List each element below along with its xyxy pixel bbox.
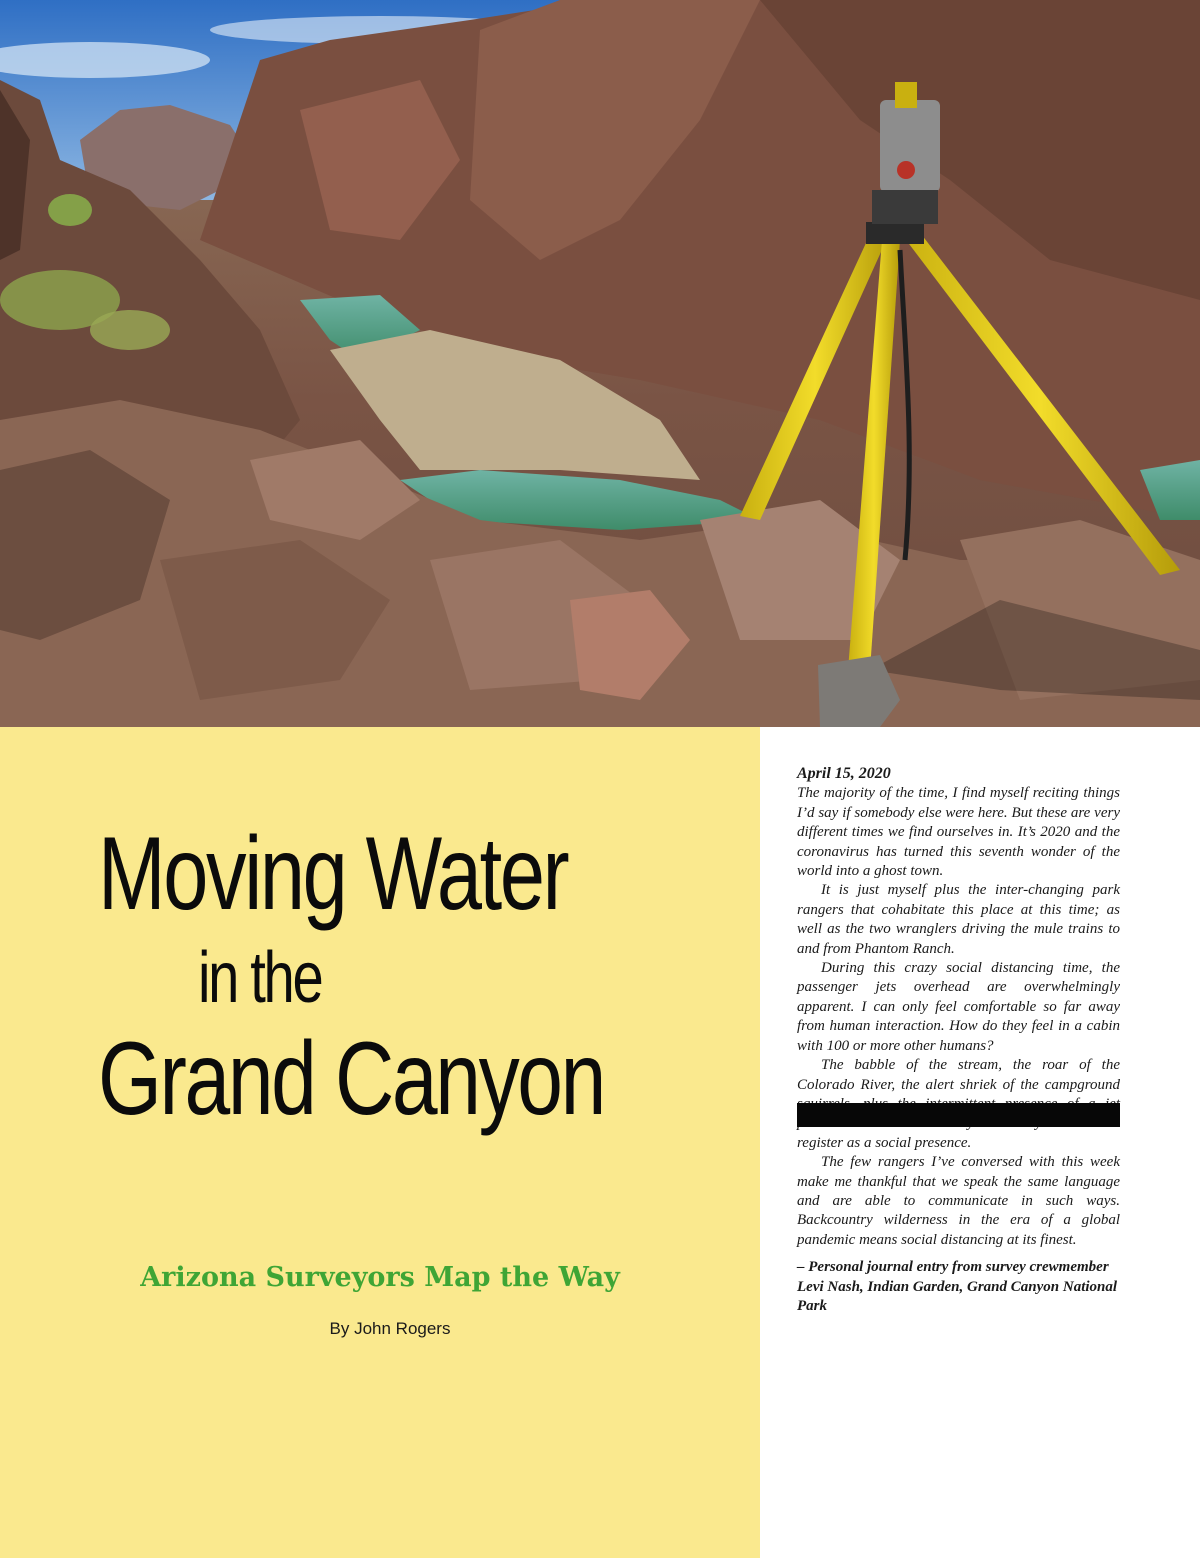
headline-line-3: Grand Canyon [98,1021,604,1137]
survey-instrument [880,100,940,192]
journal-date: April 15, 2020 [797,765,891,782]
journal-paragraph: During this crazy social distancing time, the passenger jets overhead are overwhelmingly apparent. I can only feel comfortable so far away from human interaction. How do they feel in a cabin with 100 or more other humans? [797,960,1120,1054]
subtitle: Arizona Surveyors Map the Way [140,1262,620,1293]
journal-paragraph: It is just myself plus the inter-changing park rangers that cohabitate this place at this time; as well as the two wranglers driving the mule trains to and from Phantom Ranch. [797,882,1120,957]
tripod-head [866,222,924,244]
canyon-photo-illustration [0,0,1200,727]
black-divider-bar [797,1103,1120,1127]
journal-paragraph: The babble of the stream, the roar of the Colorado River, the alert shriek of the campground register as a social presence. [797,1057,1120,1151]
journal-paragraph: The majority of the time, I find myself reciting things I’d say if somebody else were here. But these are very different times we find ourselves in. It’s 2020 and the coronavirus has turned this seventh wonder of the world into a ghost town. [797,785,1120,880]
headline-line-2: in the [198,938,322,1018]
journal-paragraph: The few rangers I’ve conversed with this week make me thankful that we speak the same language and are able to communicate in such ways. Backcountry wilderness in the era of a global pandemic means social distancing at its finest. [797,1154,1120,1248]
title-panel [0,727,760,1558]
headline-line-1: Moving Water [98,816,568,932]
journal-entry [797,764,1120,1316]
journal-credit: – Personal journal entry from survey crewmember Levi Nash, Indian Garden, Grand Canyon National Park [797,1259,1118,1314]
hero-photo [0,0,1200,727]
byline: By John Rogers [329,1319,451,1338]
